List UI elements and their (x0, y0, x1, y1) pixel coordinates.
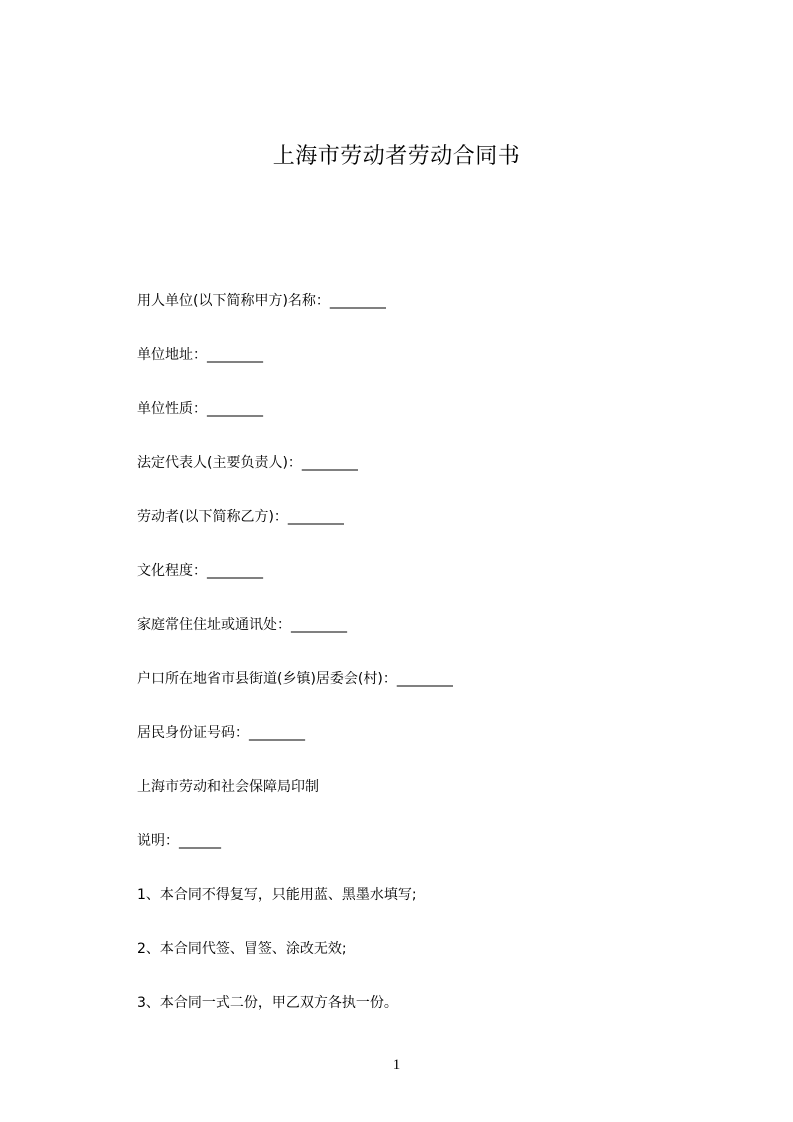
contract-fields (137, 290, 737, 1046)
field-employer-type: 单位性质：________ (137, 401, 263, 417)
document-title: 上海市劳动者劳动合同书 (272, 144, 521, 169)
field-legal-representative: 法定代表人(主要负责人)：________ (137, 455, 358, 471)
instructions-heading: 说明：______ (137, 833, 221, 849)
field-employer-name: 用人单位(以下简称甲方)名称：________ (137, 293, 386, 309)
field-household-registration: 户口所在地省市县街道(乡镇)居委会(村)：________ (137, 671, 453, 687)
field-home-address: 家庭常住住址或通讯处：________ (137, 617, 347, 633)
page-number: 1 (392, 1057, 401, 1073)
field-employer-address: 单位地址：________ (137, 347, 263, 363)
field-education-level: 文化程度：________ (137, 563, 263, 579)
instruction-item-2: 2、本合同代签、冒签、涂改无效; (137, 941, 347, 957)
instruction-item-1: 1、本合同不得复写，只能用蓝、黑墨水填写; (137, 887, 417, 903)
printed-by-line: 上海市劳动和社会保障局印制 (137, 779, 319, 795)
field-id-number: 居民身份证号码：________ (137, 725, 305, 741)
instruction-item-3: 3、本合同一式二份，甲乙双方各执一份。 (137, 995, 398, 1011)
field-employee-name: 劳动者(以下简称乙方)：________ (137, 509, 344, 525)
